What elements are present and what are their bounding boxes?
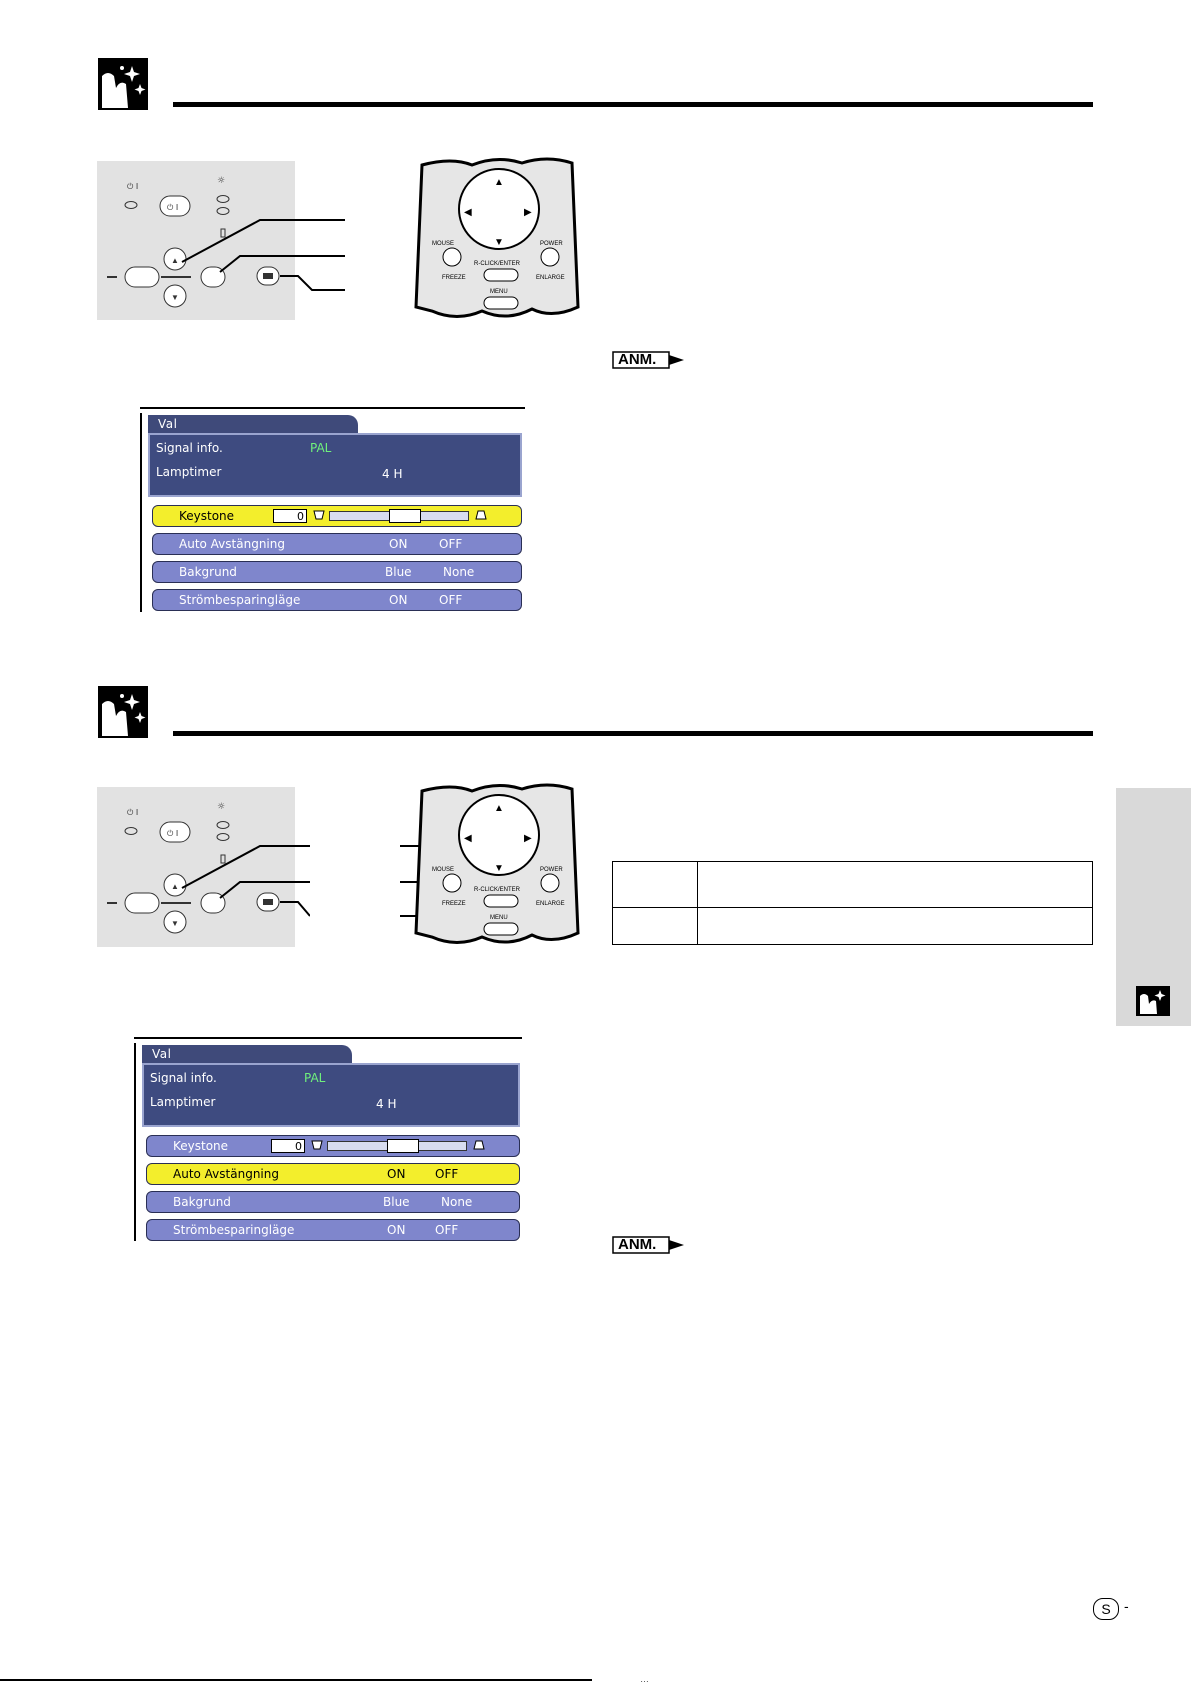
svg-text:▲: ▲ [171,882,179,891]
option-none[interactable]: None [443,565,475,579]
svg-text:▶: ▶ [524,833,532,844]
osd-tab [142,1045,352,1063]
table-cell-r2c1 [612,907,698,945]
svg-text:⏻ I: ⏻ I [167,203,179,212]
note-label-2: ANM. [618,1236,657,1253]
svg-text:MENU: MENU [490,289,508,295]
osd-tab [148,415,358,433]
svg-text:MOUSE: MOUSE [432,867,455,873]
table-cell-r1c1 [612,861,698,908]
option-blue[interactable]: Blue [385,565,412,579]
svg-text:▼: ▼ [171,293,179,302]
section-2-icon [98,686,148,738]
osd-row-auto-avstangning[interactable] [146,1163,520,1185]
svg-text:⏻ I: ⏻ I [127,808,139,817]
remote-control-1 [412,157,582,322]
osd-info-group [142,1063,520,1127]
keystone-value: 0 [273,509,307,523]
osd-left-border [134,1043,136,1241]
osd-row-keystone[interactable] [152,505,522,527]
section-1-rule [173,102,1093,107]
osd-row-bakgrund[interactable] [146,1191,520,1213]
osd-top-border [140,407,525,409]
keystone-right-icon [475,509,487,521]
page-letter: S [1101,1601,1111,1617]
svg-text:▲: ▲ [171,256,179,265]
keystone-right-icon [473,1139,485,1151]
svg-text:MOUSE: MOUSE [432,241,455,247]
keystone-slider-thumb[interactable] [387,1139,419,1153]
svg-text:POWER: POWER [540,867,563,873]
lamptimer-label: Lamptimer [156,465,222,479]
svg-text:▼: ▼ [494,863,504,874]
svg-text:R-CLICK/ENTER: R-CLICK/ENTER [474,261,521,267]
page-letter-badge [1093,1598,1119,1620]
option-on[interactable]: ON [387,1167,406,1181]
osd-row-label: Auto Avstängning [173,1167,279,1181]
svg-text:▲: ▲ [494,803,504,814]
keystone-slider-thumb[interactable] [389,509,421,523]
svg-text:▶: ▶ [524,207,532,218]
keystone-left-icon [311,1139,323,1151]
osd-tab-label: Val [152,1047,172,1061]
keystone-left-icon [313,509,325,521]
svg-text:◀: ◀ [464,833,472,844]
osd-row-label: Strömbesparingläge [179,593,301,607]
svg-text:ENLARGE: ENLARGE [536,901,565,907]
page-dash: - [1124,1598,1129,1614]
option-off[interactable]: OFF [435,1223,459,1237]
chapter-tab-icon [1136,986,1170,1016]
svg-text:⏻ I: ⏻ I [127,182,139,191]
svg-text:FREEZE: FREEZE [442,901,466,907]
option-on[interactable]: ON [389,537,408,551]
osd-left-border [140,413,142,612]
svg-text:◀: ◀ [464,207,472,218]
option-blue[interactable]: Blue [383,1195,410,1209]
callout-lines-2 [180,836,310,926]
option-off[interactable]: OFF [439,593,463,607]
svg-text:POWER: POWER [540,241,563,247]
option-on[interactable]: ON [387,1223,406,1237]
svg-text:☼: ☼ [217,802,226,812]
option-on[interactable]: ON [389,593,408,607]
option-off[interactable]: OFF [439,537,463,551]
lamptimer-value: 4 H [382,467,403,481]
osd-row-auto-avstangning[interactable] [152,533,522,555]
keystone-value: 0 [271,1139,305,1153]
signal-info-label: Signal info. [150,1071,217,1085]
chapter-side-tab [1116,788,1191,1026]
osd-row-bakgrund[interactable] [152,561,522,583]
osd-row-label: Keystone [173,1139,229,1153]
svg-text:☼: ☼ [217,176,226,186]
svg-text:⏻ I: ⏻ I [167,829,179,838]
note-tag-2 [612,1236,692,1254]
osd-tab-label: Val [158,417,178,431]
svg-text:▲: ▲ [494,177,504,188]
signal-info-label: Signal info. [156,441,223,455]
osd-row-keystone[interactable] [146,1135,520,1157]
osd-row-label: Keystone [179,509,235,523]
osd-row-strombesparingslage[interactable] [152,589,522,611]
section-2-rule [173,731,1093,736]
osd-menu-1 [140,407,525,612]
note-tag-1 [612,351,692,369]
svg-text:MENU: MENU [490,915,508,921]
svg-text:R-CLICK/ENTER: R-CLICK/ENTER [474,887,521,893]
table-cell-r1c2 [697,861,1093,908]
svg-text:ENLARGE: ENLARGE [536,275,565,281]
option-none[interactable]: None [441,1195,473,1209]
osd-info-group [148,433,522,497]
svg-text:FREEZE: FREEZE [442,275,466,281]
signal-info-value: PAL [310,441,332,455]
note-label-1: ANM. [618,351,657,368]
section-1-icon [98,58,148,110]
svg-text:▼: ▼ [494,237,504,248]
osd-row-label: Auto Avstängning [179,537,285,551]
footer-text: … [640,1674,649,1684]
lamptimer-value: 4 H [376,1097,397,1111]
osd-row-strombesparingslage[interactable] [146,1219,520,1241]
svg-text:▼: ▼ [171,919,179,928]
lamptimer-label: Lamptimer [150,1095,216,1109]
remote-control-2 [412,783,582,948]
footer-rule [0,1679,592,1681]
osd-row-label: Strömbesparingläge [173,1223,295,1237]
table-cell-r2c2 [697,907,1093,945]
osd-top-border [134,1037,522,1039]
callout-lines-1 [180,210,345,300]
osd-row-label: Bakgrund [179,565,237,579]
osd-menu-2 [134,1037,522,1241]
settings-table [612,861,1093,945]
option-off[interactable]: OFF [435,1167,459,1181]
osd-row-label: Bakgrund [173,1195,231,1209]
signal-info-value: PAL [304,1071,326,1085]
